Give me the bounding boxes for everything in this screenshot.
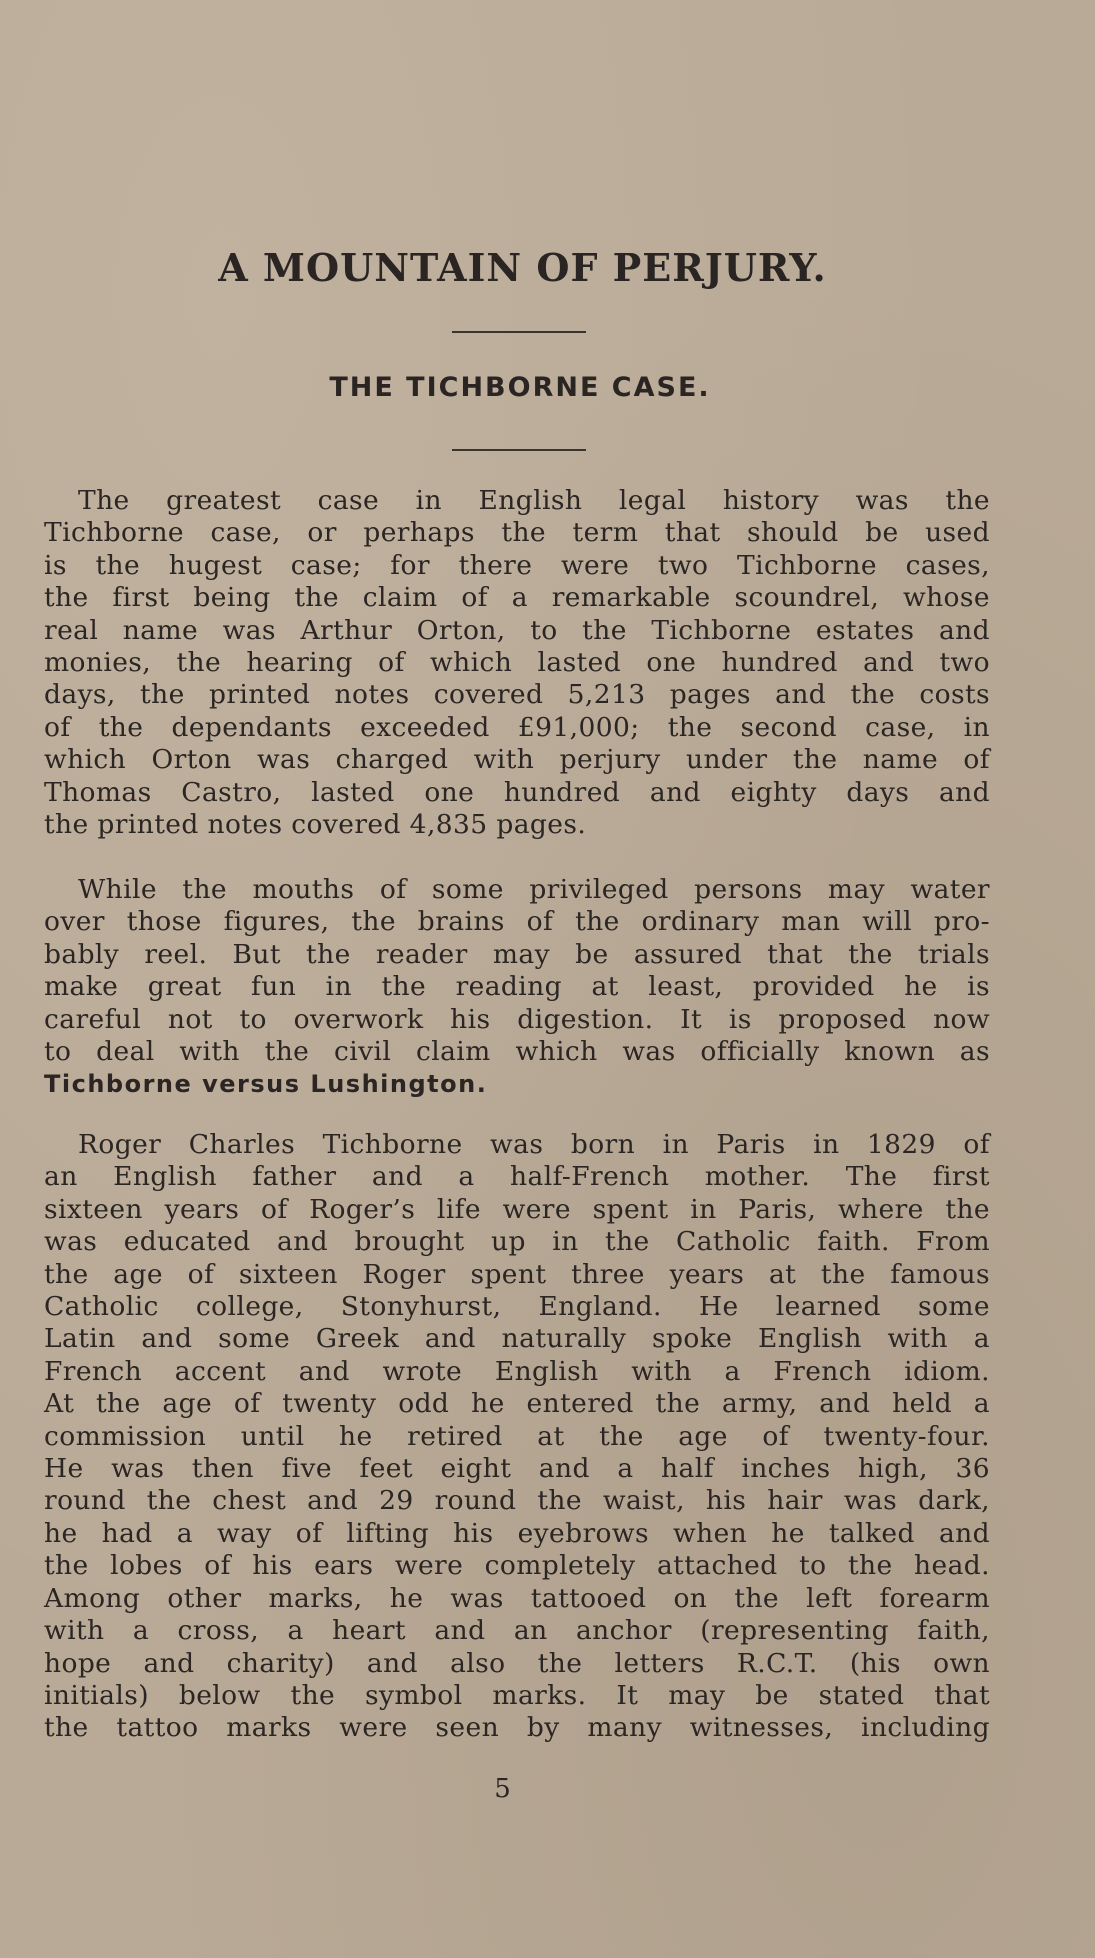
text-line: is the hugest case; for there were two Tichborne cases, [44,549,990,581]
text-line: Latin and some Greek and naturally spoke English with a [44,1323,990,1355]
text-line: days, the printed notes covered 5,213 pages and the costs [44,679,990,711]
text-line: hope and charity) and also the letters R.C.T. (his own [44,1647,990,1679]
text-line: French accent and wrote English with a French idiom. [44,1355,990,1387]
text-line: Thomas Castro, lasted one hundred and eighty days and [44,776,990,808]
text-line: the first being the claim of a remarkable scoundrel, whose [44,582,990,614]
text-line: make great fun in the reading at least, provided he is [44,971,990,1003]
text-line: the lobes of his ears were completely attached to the head. [44,1550,990,1582]
text-line: Tichborne case, or perhaps the term that should be used [44,517,990,549]
text-line: monies, the hearing of which lasted one hundred and two [44,647,990,679]
text-line: the printed notes covered 4,835 pages. [44,809,587,841]
text-line: which Orton was charged with perjury under the name of [44,744,990,776]
text-line: The greatest case in English legal history was the [78,485,990,516]
text-line: Among other marks, he was tattooed on the left forearm [44,1582,990,1614]
text-line: careful not to overwork his digestion. It is proposed now [44,1003,990,1035]
text-line: initials) below the symbol marks. It may be stated that [44,1679,990,1711]
text-line: was educated and brought up in the Catholic faith. From [44,1226,990,1258]
text-line: bably reel. But the reader may be assured that the trials [44,938,990,970]
chapter-title: A MOUNTAIN OF PERJURY. [218,245,827,290]
text-line: an English father and a half-French mother. The first [44,1161,990,1193]
text-line: with a cross, a heart and an anchor (representing faith, [44,1615,990,1647]
chapter-subtitle: THE TICHBORNE CASE. [329,372,711,403]
text-line: While the mouths of some privileged persons may water [78,874,990,905]
text-line: sixteen years of Roger’s life were spent in Paris, where the [44,1193,990,1225]
text-line: of the dependants exceeded £91,000; the second case, in [44,711,990,743]
text-line: round the chest and 29 round the waist, his hair was dark, [44,1485,990,1517]
text-line: the age of sixteen Roger spent three years at the famous [44,1258,990,1290]
text-line: Roger Charles Tichborne was born in Paris in 1829 of [78,1129,990,1160]
subtitle-divider [452,449,586,451]
text-line: real name was Arthur Orton, to the Tichborne estates and [44,614,990,646]
text-line: to deal with the civil claim which was officially known as [44,1036,990,1068]
text-line: commission until he retired at the age of twenty-four. [44,1420,990,1452]
title-divider [452,331,586,333]
case-name-line: Tichborne versus Lushington. [44,1070,488,1099]
text-line: he had a way of lifting his eyebrows when he talked and [44,1517,990,1549]
text-line: the tattoo marks were seen by many witnesses, including [44,1712,990,1744]
text-line: Catholic college, Stonyhurst, England. He learned some [44,1291,990,1323]
text-line: over those figures, the brains of the ordinary man will pro- [44,906,990,938]
text-line: He was then five feet eight and a half inches high, 36 [44,1453,990,1485]
page-number: 5 [494,1774,511,1804]
paragraph-3 [44,1129,990,1745]
paragraph-1 [44,485,990,841]
text-line: At the age of twenty odd he entered the army, and held a [44,1388,990,1420]
paragraph-2 [44,874,990,1101]
